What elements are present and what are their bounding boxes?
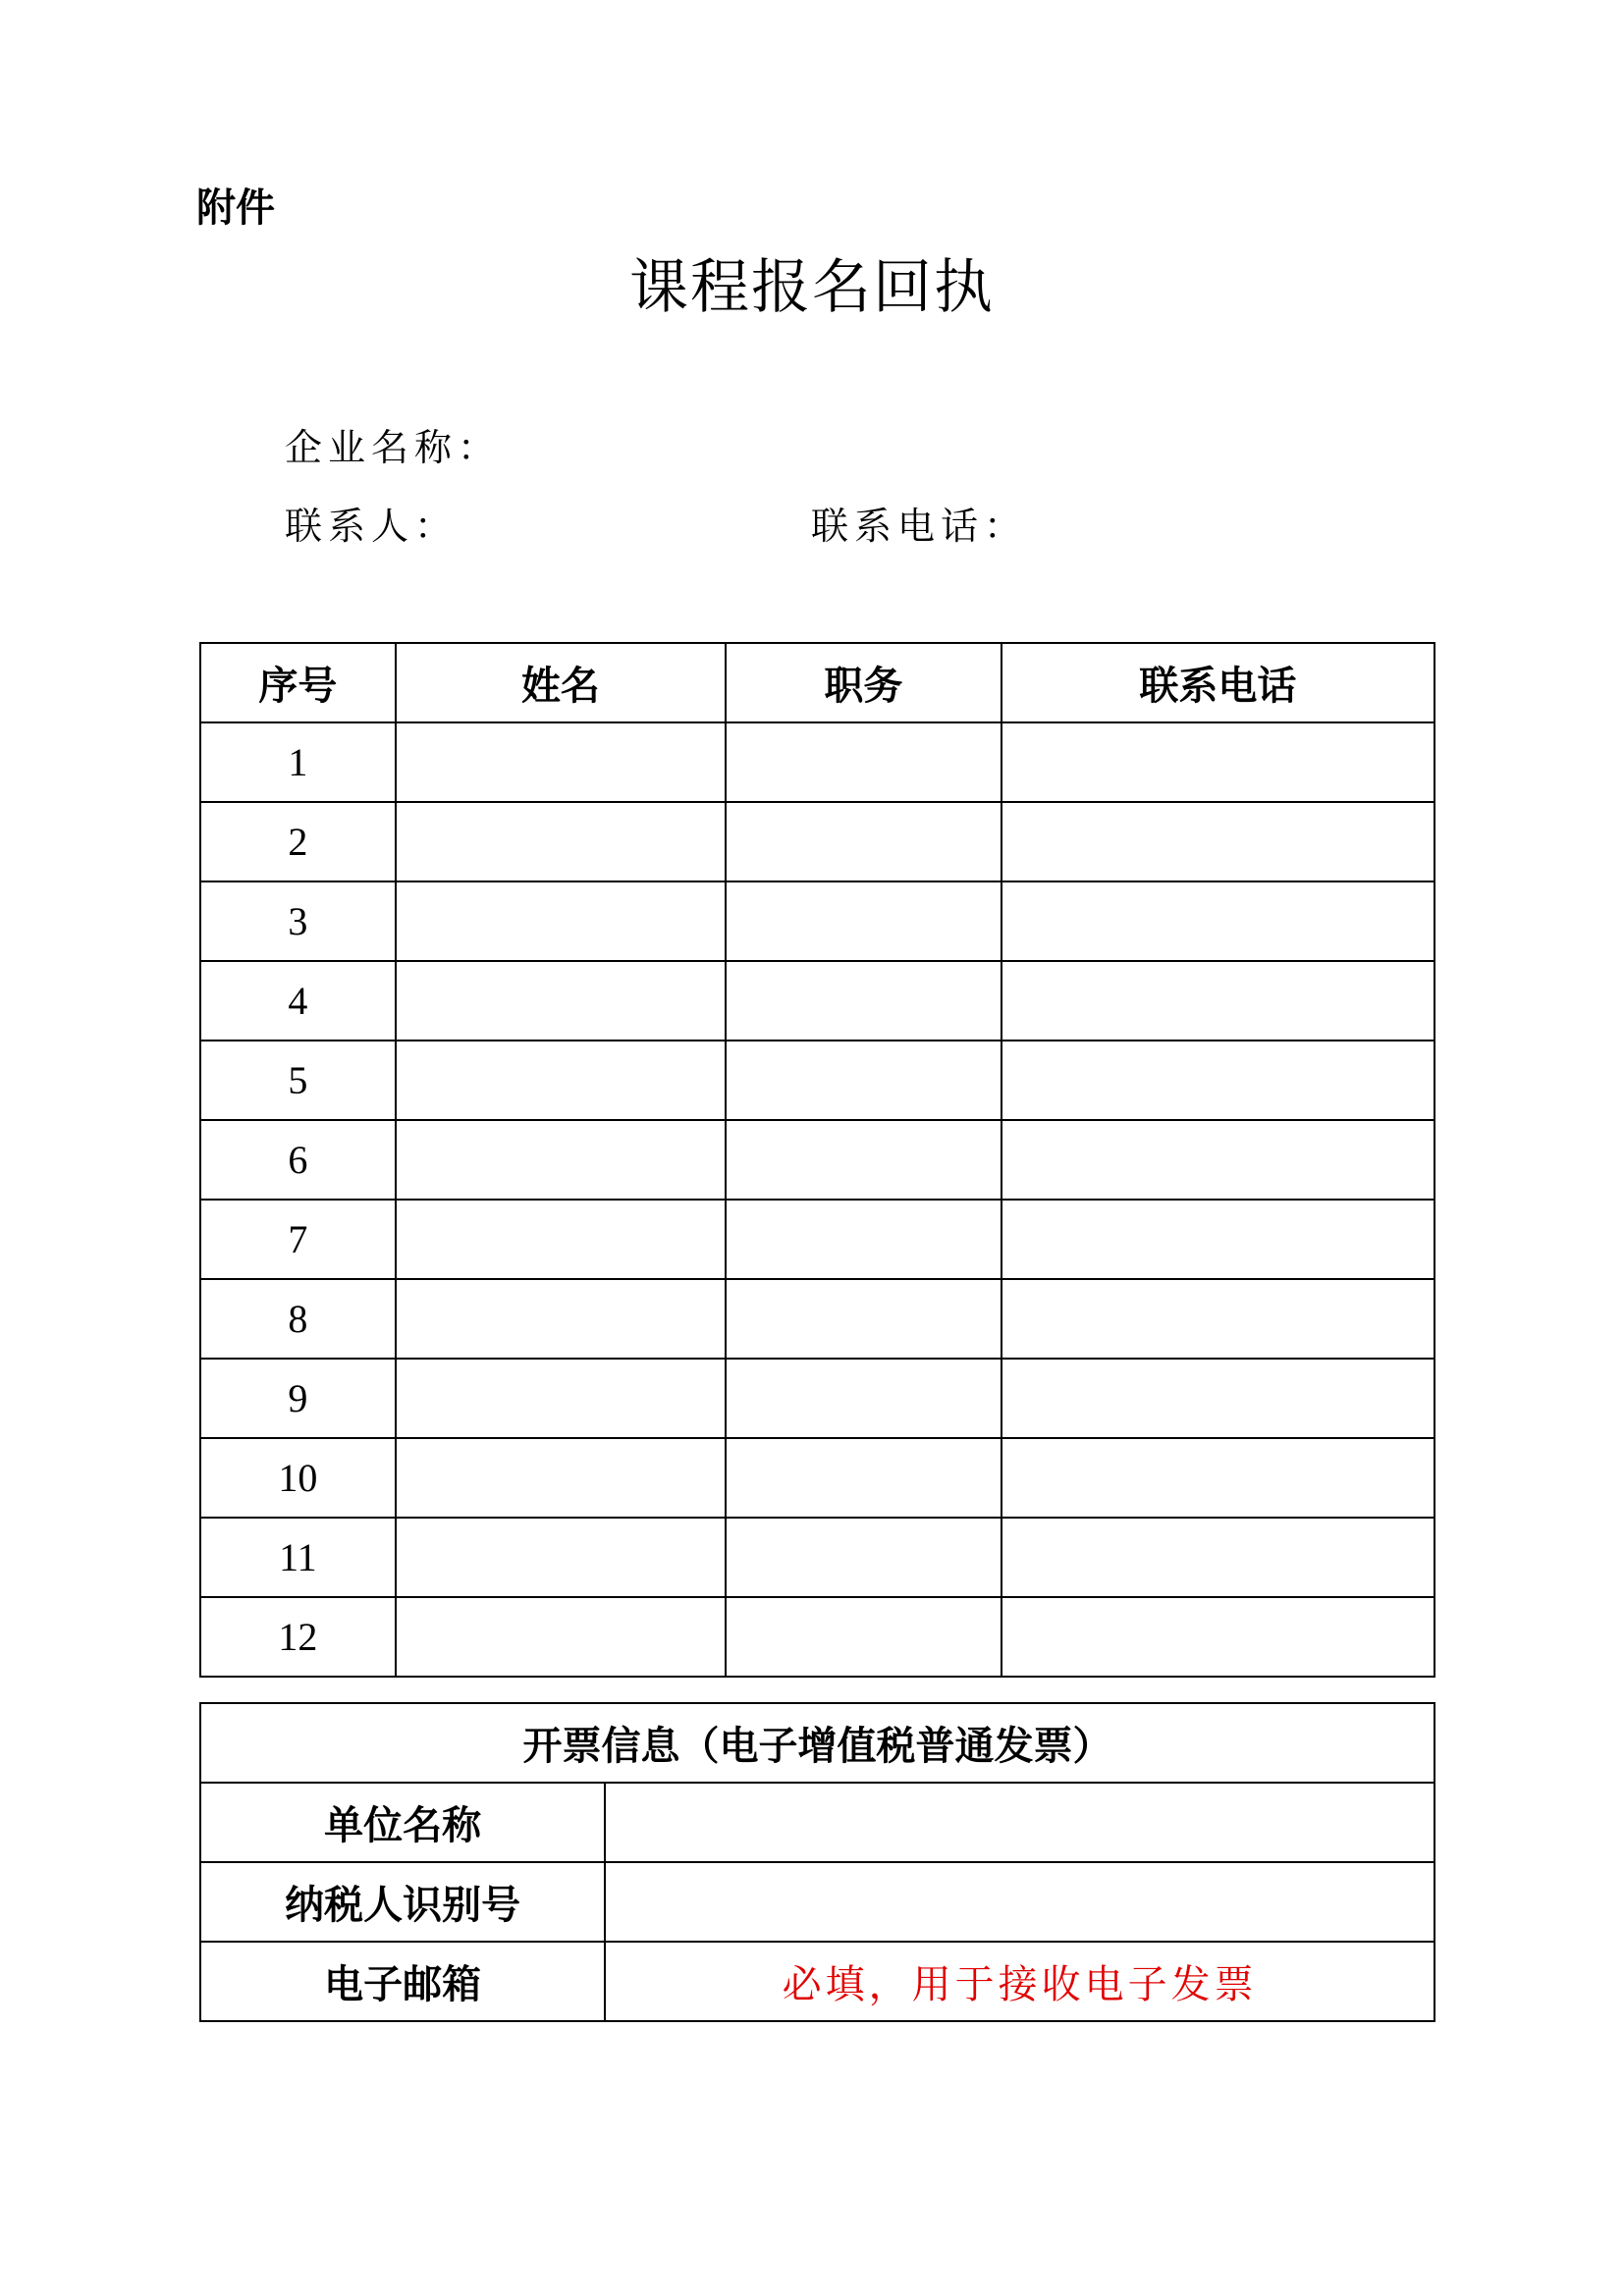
position-cell[interactable] [726, 961, 1001, 1041]
table-row: 9 [200, 1359, 1435, 1438]
table-row: 8 [200, 1279, 1435, 1359]
position-cell[interactable] [726, 1518, 1001, 1597]
name-cell[interactable] [396, 1041, 726, 1120]
phone-cell[interactable] [1001, 1200, 1435, 1279]
table-row: 10 [200, 1438, 1435, 1518]
position-cell[interactable] [726, 802, 1001, 881]
name-cell[interactable] [396, 1120, 726, 1200]
table-row: 1 [200, 722, 1435, 802]
name-cell[interactable] [396, 722, 726, 802]
attachment-label: 附件 [196, 186, 275, 231]
col-header-position: 职务 [726, 643, 1001, 722]
phone-cell[interactable] [1001, 722, 1435, 802]
invoice-table [199, 1702, 1435, 2022]
col-header-index: 序号 [200, 643, 396, 722]
phone-cell[interactable] [1001, 1120, 1435, 1200]
page-title: 课程报名回执 [629, 253, 995, 322]
email-label: 电子邮箱 [200, 1942, 605, 2021]
phone-cell[interactable] [1001, 1359, 1435, 1438]
name-cell[interactable] [396, 802, 726, 881]
phone-cell[interactable] [1001, 1041, 1435, 1120]
contact-phone-label: 联系电话： [811, 505, 1028, 548]
table-row: 2 [200, 802, 1435, 881]
position-cell[interactable] [726, 881, 1001, 961]
col-header-name: 姓名 [396, 643, 726, 722]
attendee-table [199, 642, 1435, 1678]
position-cell[interactable] [726, 1120, 1001, 1200]
col-header-phone: 联系电话 [1001, 643, 1435, 722]
name-cell[interactable] [396, 1279, 726, 1359]
name-cell[interactable] [396, 881, 726, 961]
unit-name-label: 单位名称 [200, 1783, 605, 1862]
table-row: 6 [200, 1120, 1435, 1200]
position-cell[interactable] [726, 1438, 1001, 1518]
phone-cell[interactable] [1001, 1279, 1435, 1359]
taxpayer-id-label: 纳税人识别号 [200, 1862, 605, 1942]
phone-cell[interactable] [1001, 802, 1435, 881]
table-row: 4 [200, 961, 1435, 1041]
table-row: 5 [200, 1041, 1435, 1120]
position-cell[interactable] [726, 1359, 1001, 1438]
email-field[interactable]: 必填，用于接收电子发票 [605, 1942, 1435, 2021]
position-cell[interactable] [726, 1041, 1001, 1120]
table-row: 11 [200, 1518, 1435, 1597]
name-cell[interactable] [396, 1597, 726, 1677]
position-cell[interactable] [726, 1279, 1001, 1359]
position-cell[interactable] [726, 1200, 1001, 1279]
name-cell[interactable] [396, 1200, 726, 1279]
contact-person-label: 联系人： [285, 505, 459, 548]
table-header-row [200, 643, 1435, 722]
table-row: 12 [200, 1597, 1435, 1677]
unit-name-field[interactable] [605, 1783, 1435, 1862]
name-cell[interactable] [396, 1359, 726, 1438]
company-name-label: 企业名称： [285, 426, 502, 469]
invoice-section-title: 开票信息（电子增值税普通发票） [200, 1703, 1435, 1783]
name-cell[interactable] [396, 1438, 726, 1518]
phone-cell[interactable] [1001, 1597, 1435, 1677]
taxpayer-id-field[interactable] [605, 1862, 1435, 1942]
table-row: 7 [200, 1200, 1435, 1279]
phone-cell[interactable] [1001, 961, 1435, 1041]
phone-cell[interactable] [1001, 1438, 1435, 1518]
name-cell[interactable] [396, 961, 726, 1041]
position-cell[interactable] [726, 1597, 1001, 1677]
phone-cell[interactable] [1001, 881, 1435, 961]
table-row: 3 [200, 881, 1435, 961]
position-cell[interactable] [726, 722, 1001, 802]
phone-cell[interactable] [1001, 1518, 1435, 1597]
name-cell[interactable] [396, 1518, 726, 1597]
